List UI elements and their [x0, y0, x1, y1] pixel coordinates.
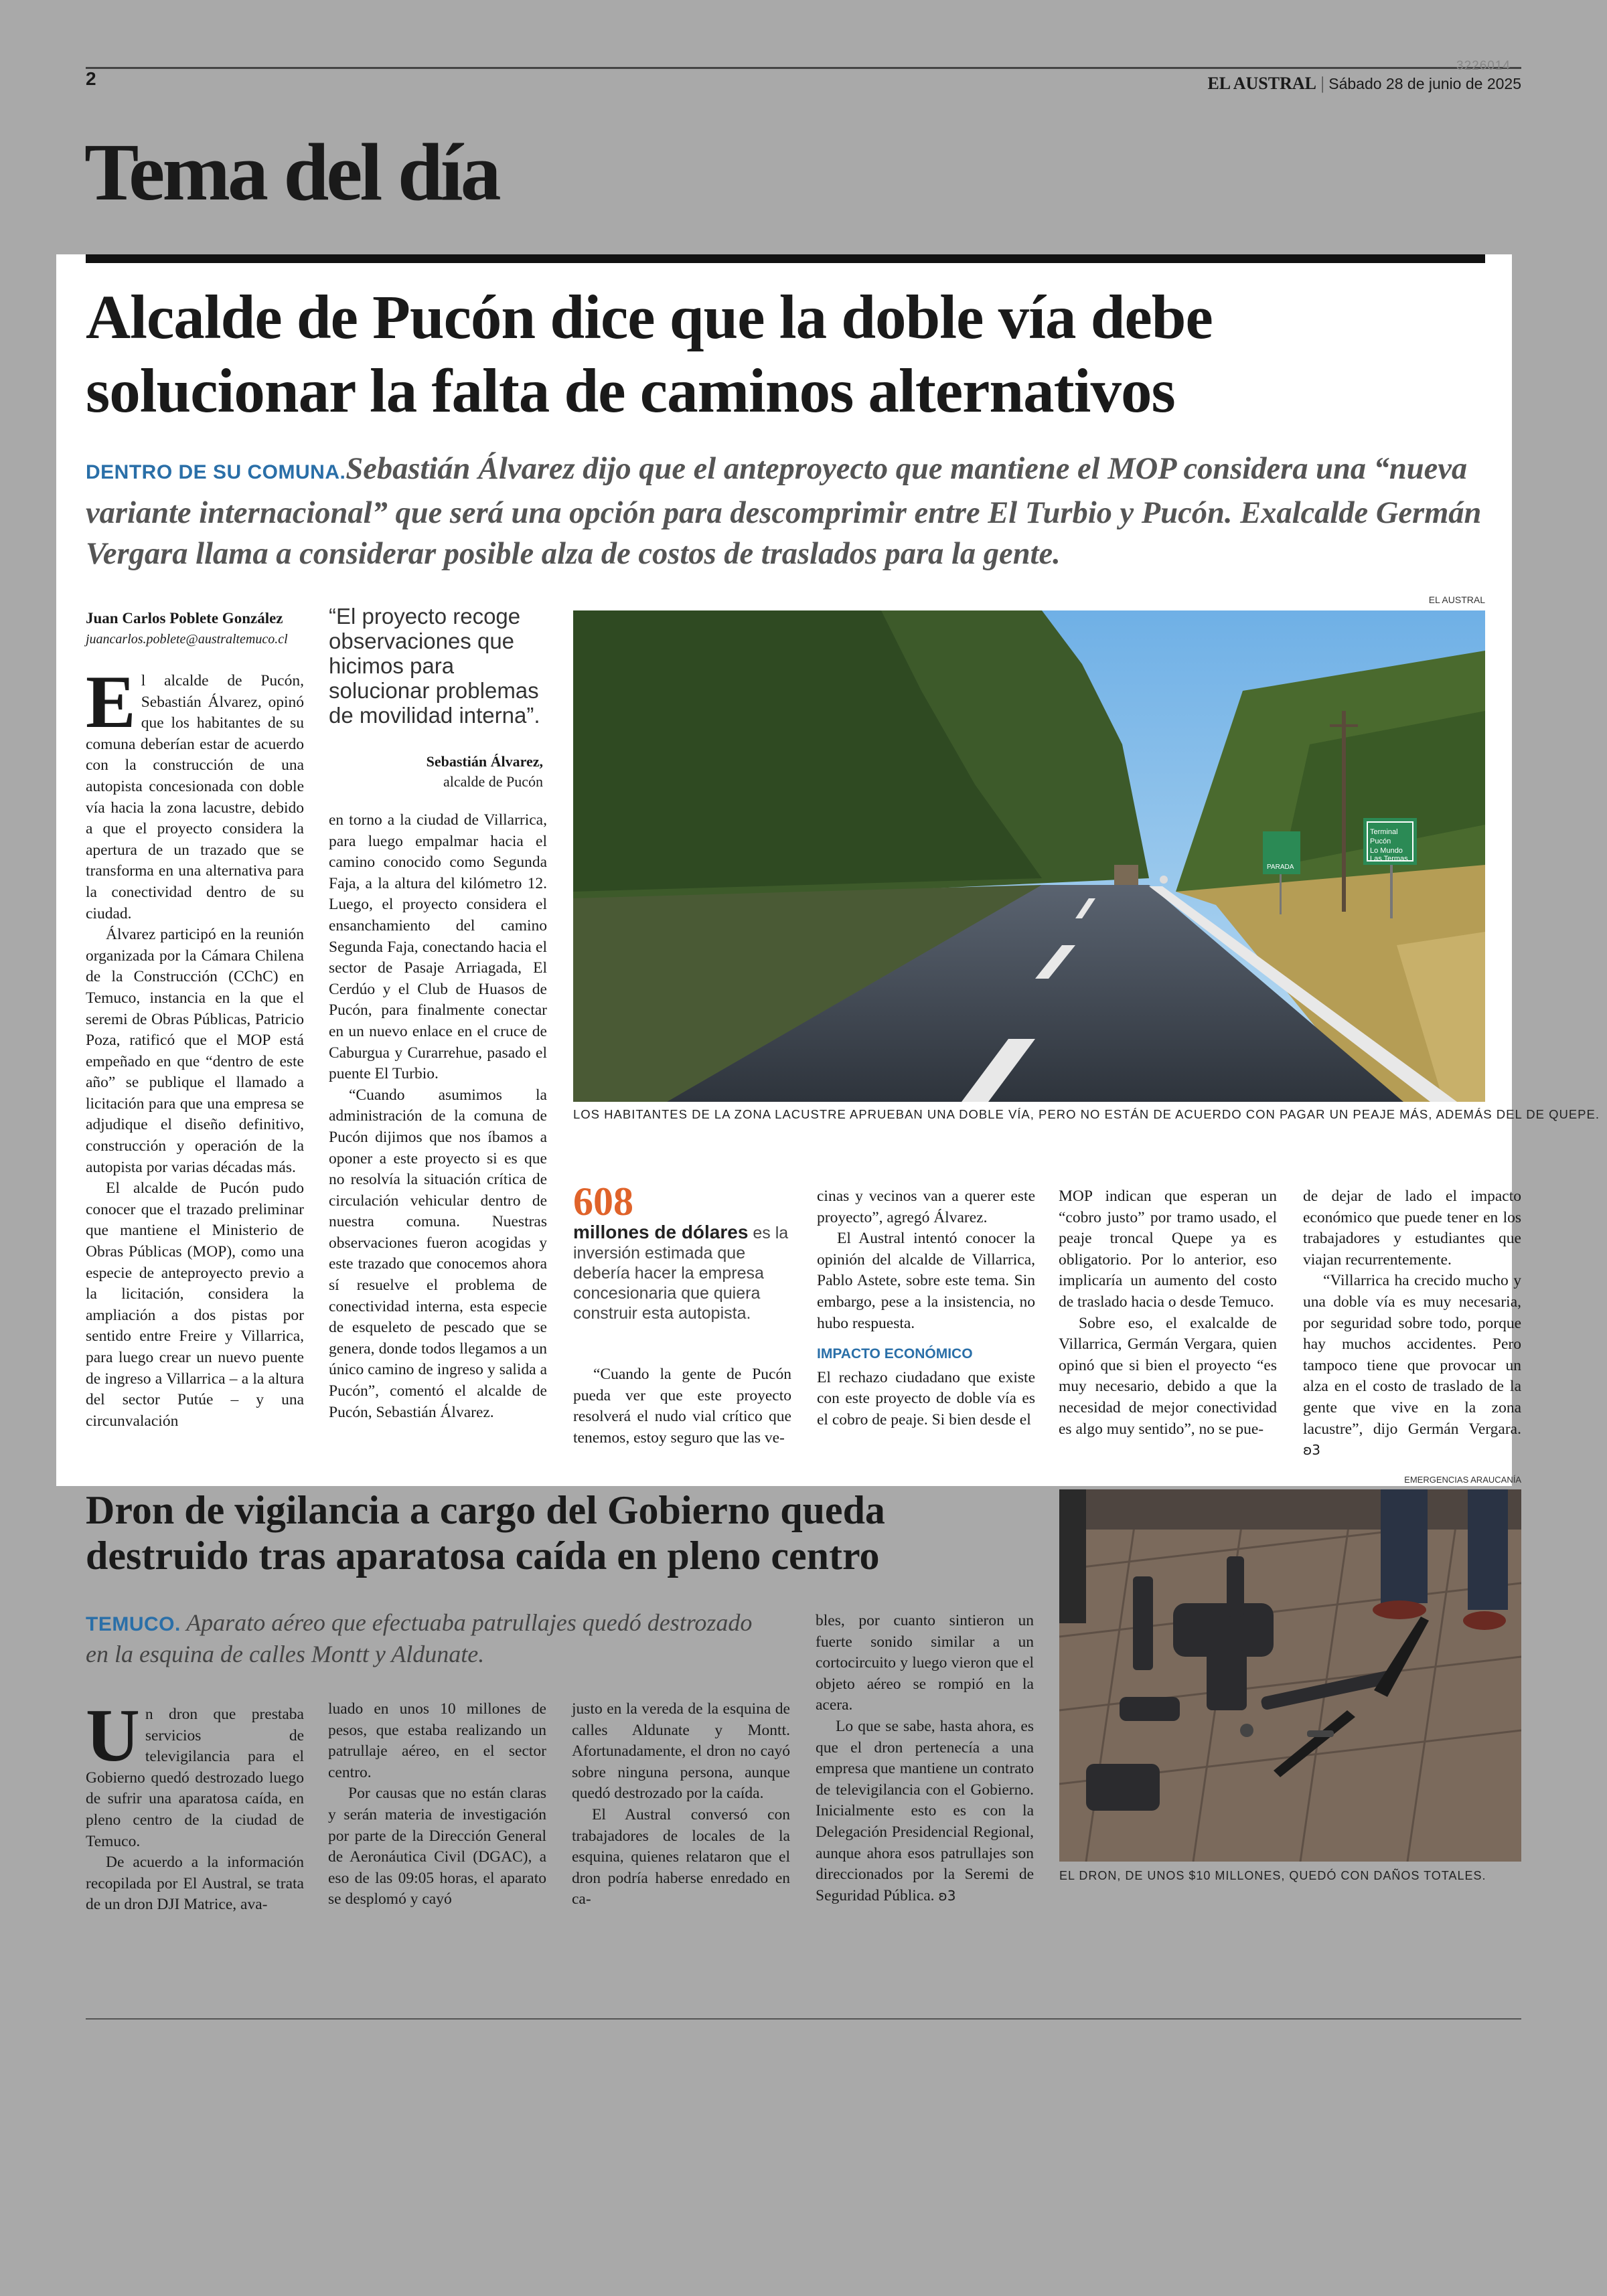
- second-col3-paragraph-2: El Austral conversó con trabajadores de locales de la esquina, quienes relataron que el dron podría haberse enredado en ca-: [572, 1805, 790, 1908]
- drone-photo: [1059, 1489, 1521, 1862]
- fact-unit: millones de dólares: [573, 1222, 749, 1242]
- page-number: 2: [86, 68, 96, 89]
- fact-text: es la inversión estimada que debería hacer la empresa concesionaria que quiera construir esta autopista.: [573, 1224, 789, 1323]
- sign-right-line-2: Pucón: [1370, 837, 1391, 845]
- masthead-separator: |: [1320, 74, 1329, 93]
- second-article-headline: Dron de vigilancia a cargo del Gobierno queda destruido tras aparatosa caída en pleno centro: [86, 1488, 885, 1578]
- col3-paragraph-1: “Cuando la gente de Pucón pueda ver que este proyecto resolverá el nudo vial crítico que tenemos, estoy seguro que las ve-: [573, 1366, 791, 1447]
- second-column-4: [816, 1611, 1034, 1906]
- col2-paragraph-2: “Cuando asumimos la administración de la comuna de Pucón dijimos que nos íbamos a oponer a este proyecto si es que no resolvía la situación crítica de circulación vehicular dentro de nuestra comuna. Nuestras observaciones fueron acogidas y este trazado que conocemos ahora sí resuelve el problema de conectividad interna, esta especie de esqueleto de pescado que se genera, donde todos llegamos a un único camino de ingreso y salida a Pucón”, comentó el alcalde de Pucón, Sebastián Álvarez.: [329, 1086, 547, 1421]
- col4-paragraph-2: El Austral intentó conocer la opinión del alcalde de Villarrica, Pablo Astete, sobre este tema. Sin embargo, pese a la insistencia, no hubo respuesta.: [817, 1230, 1035, 1332]
- top-rule: [86, 67, 1521, 69]
- col5-paragraph-1: MOP indican que esperan un “cobro justo” por tramo usado, el peaje troncal Quepe ya es obligatorio. Por lo anterior, eso implicaría un aumento del costo de traslado hacia o desde Temuco.: [1059, 1187, 1277, 1311]
- main-article: [56, 254, 1600, 1486]
- main-column-6: [1303, 1186, 1521, 1461]
- drone-photo-caption: EL DRON, DE UNOS $10 MILLONES, QUEDÓ CON DAÑOS TOTALES.: [1059, 1869, 1486, 1882]
- second-col2-paragraph-1: luado en unos 10 millones de pesos, que estaba realizando un patrullaje aéreo, en el sector centro.: [328, 1700, 546, 1781]
- fact-number: 608: [573, 1179, 633, 1224]
- drone-photo-illustration: [1059, 1489, 1521, 1862]
- issue-date: Sábado 28 de junio de 2025: [1328, 75, 1521, 92]
- sign-left-label: PARADA: [1267, 864, 1294, 871]
- drone-photo-credit: EMERGENCIAS ARAUCANÍA: [1404, 1475, 1521, 1485]
- main-column-4: [817, 1186, 1035, 1431]
- author-name: Juan Carlos Poblete González: [86, 610, 283, 627]
- byline: [86, 608, 354, 649]
- main-column-2: [329, 810, 547, 1423]
- photo-caption: LOS HABITANTES DE LA ZONA LACUSTRE APRUEBAN UNA DOBLE VÍA, PERO NO ESTÁN DE ACUERDO CON PAGAR UN PEAJE MÁS, ADEMÁS DEL DE QUEPE.: [573, 1107, 1600, 1121]
- pull-quote: [329, 604, 543, 792]
- lead-text: Sebastián Álvarez dijo que el anteproyecto que mantiene el MOP considera una “nueva variante internacional” que será una opción para descomprimir entre El Turbio y Pucón. Exalcalde Germán Vergara llama a considerar posible alza de costos de traslados para la gente.: [86, 452, 1482, 571]
- dropcap: E: [86, 661, 136, 744]
- photo-credit: EL AUSTRAL: [1428, 594, 1485, 605]
- second-dropcap: U: [86, 1694, 140, 1777]
- second-lead-text: Aparato aéreo que efectuaba patrullajes quedó destrozado en la esquina de calles Montt y Aldunate.: [86, 1609, 753, 1667]
- article-kicker: DENTRO DE SU COMUNA.: [86, 461, 346, 483]
- quote-text: “El proyecto recoge observaciones que hicimos para solucionar problemas de movilidad interna”.: [329, 604, 540, 728]
- road-photo-illustration: [573, 610, 1485, 1102]
- second-col2-paragraph-2: Por causas que no están claras y serán materia de investigación por parte de la Dirección General de Aeronáutica Civil (DGAC), a eso de las 09:05 horas, el aparato se desplomó y cayó: [328, 1785, 546, 1908]
- main-column-1: [86, 661, 304, 1432]
- col1-paragraph-2: Álvarez participó en la reunión organizada por la Cámara Chilena de la Construcción (CChC) en Temuco, instancia en la que el seremi de Obras Públicas, Patricio Poza, ratificó que el MOP está empeñado en que “dentro de este año” se publique el llamado a licitación para que una empresa se adjudique el diseño definitivo, construcción y operación de la autopista por varias décadas más.: [86, 926, 304, 1176]
- col1-paragraph-3: El alcalde de Pucón pudo conocer que el trazado preliminar que mantiene el Ministerio de Obras Públicas (MOP), como una especie de anteproyecto previo a la licitación, considera la ampliación a dos pistas por sentido entre Freire y Villarrica, para luego crear un nuevo puente de ingreso a Villarrica – a la altura del sector Putúe – y una circunvalación: [86, 1179, 304, 1430]
- quote-author: Sebastián Álvarez,: [426, 753, 543, 770]
- col6-paragraph-2: “Villarrica ha crecido mucho y una doble vía es muy necesaria, por seguridad sobre todo, porque hay muchos accidentes. Pero tampoco tiene que provocar un alza en el costo de traslado de la gente que vive en la zona lacustre”, dijo Germán Vergara. ʚ3: [1303, 1272, 1521, 1459]
- main-column-5: [1059, 1186, 1277, 1440]
- section-title: Tema del día: [84, 127, 499, 218]
- section-subhead: IMPACTO ECONÓMICO: [817, 1346, 973, 1362]
- road-photo: [573, 610, 1485, 1102]
- sign-right-line-1: Terminal: [1370, 828, 1398, 836]
- col4-paragraph-1: cinas y vecinos van a querer este proyecto”, agregó Álvarez.: [817, 1187, 1035, 1226]
- col5-paragraph-2: Sobre eso, el exalcalde de Villarrica, Germán Vergara, quien opinó que si bien el proyecto “es muy necesario, debido a que la necesidad de mejor conectividad es algo muy sentido”, no se pue-: [1059, 1314, 1277, 1438]
- second-col3-paragraph-1: justo en la vereda de la esquina de calles Aldunate y Montt. Afortunadamente, el dron no cayó sobre ninguna persona, aunque quedó destrozado por la caída.: [572, 1700, 790, 1803]
- second-column-1: [86, 1694, 304, 1916]
- fact-box: [573, 1181, 794, 1323]
- article-headline: Alcalde de Pucón dice que la doble vía debe solucionar la falta de caminos alternativos: [86, 283, 1213, 426]
- watermark-id: 3226014: [1456, 59, 1511, 73]
- publication-name: EL AUSTRAL: [1207, 74, 1317, 93]
- sign-right-line-3: Lo Mundo: [1370, 847, 1403, 855]
- second-column-2: [328, 1699, 546, 1910]
- fact-text-block: [573, 1222, 794, 1323]
- main-column-3: [573, 1364, 791, 1449]
- author-email[interactable]: juancarlos.poblete@australtemuco.cl: [86, 632, 288, 647]
- article-top-rule: [86, 254, 1485, 263]
- col4-paragraph-3: El rechazo ciudadano que existe con este proyecto de doble vía es el cobro de peaje. Si bien desde el: [817, 1368, 1035, 1428]
- col1-paragraph-1: El alcalde de Pucón, Sebastián Álvarez, opinó que los habitantes de su comuna deberían estar de acuerdo con la construcción de una autopista concesionada con doble vía hacia la zona lacustre, debido a que el proyecto considera la apertura de un trazado que se transforma en una alternativa para la conectividad dentro de su ciudad.: [86, 661, 304, 922]
- second-column-3: [572, 1699, 790, 1910]
- end-mark-icon: ʚ3: [1303, 1442, 1321, 1459]
- second-article-kicker: TEMUCO.: [86, 1613, 181, 1635]
- article-lead: [86, 448, 1492, 574]
- masthead: [1152, 74, 1521, 94]
- col6-paragraph-1: de dejar de lado el impacto económico que puede tener en los trabajadores y estudiantes que viajan recurrentemente.: [1303, 1187, 1521, 1268]
- sign-right-line-4: Las Termas: [1370, 855, 1408, 863]
- second-col4-paragraph-1: bles, por cuanto sintieron un fuerte sonido similar a un cortocircuito y luego vieron que el objeto aéreo se rompió en la acera.: [816, 1612, 1034, 1714]
- second-end-mark-icon: ʚ3: [938, 1887, 956, 1904]
- second-col1-paragraph-2: De acuerdo a la información recopilada por El Austral, se trata de un dron DJI Matrice, ava-: [86, 1854, 304, 1914]
- second-article-lead: [86, 1608, 755, 1669]
- second-col1-paragraph-1: Un dron que prestaba servicios de televigilancia para el Gobierno quedó destrozado luego de sufrir una aparatosa caída, en pleno centro de la ciudad de Temuco.: [86, 1694, 304, 1850]
- bottom-rule: [86, 2018, 1521, 2020]
- quote-role: alcalde de Pucón: [443, 773, 543, 790]
- second-col4-paragraph-2: Lo que se sabe, hasta ahora, es que el dron pertenecía a una empresa que mantiene un contrato de televigilancia con el Gobierno. Inicialmente esto es con la Delegación Presidencial Regional, aunque ahora esos patrullajes son direccionados por la Seremi de Seguridad Pública. ʚ3: [816, 1717, 1034, 1904]
- col2-paragraph-1: en torno a la ciudad de Villarrica, para luego empalmar hacia el camino conocido como Segunda Faja, a la altura del kilómetro 12. Luego, el proyecto considera el ensanchamiento del camino Segunda Faja, conectando hacia el sector de Pasaje Arriagada, El Cerdúo y el Club de Huasos de Pucón, para finalmente conectar en un nuevo enlace en el cruce de Caburgua y Curarrehue, pasado el puente El Turbio.: [329, 811, 547, 1083]
